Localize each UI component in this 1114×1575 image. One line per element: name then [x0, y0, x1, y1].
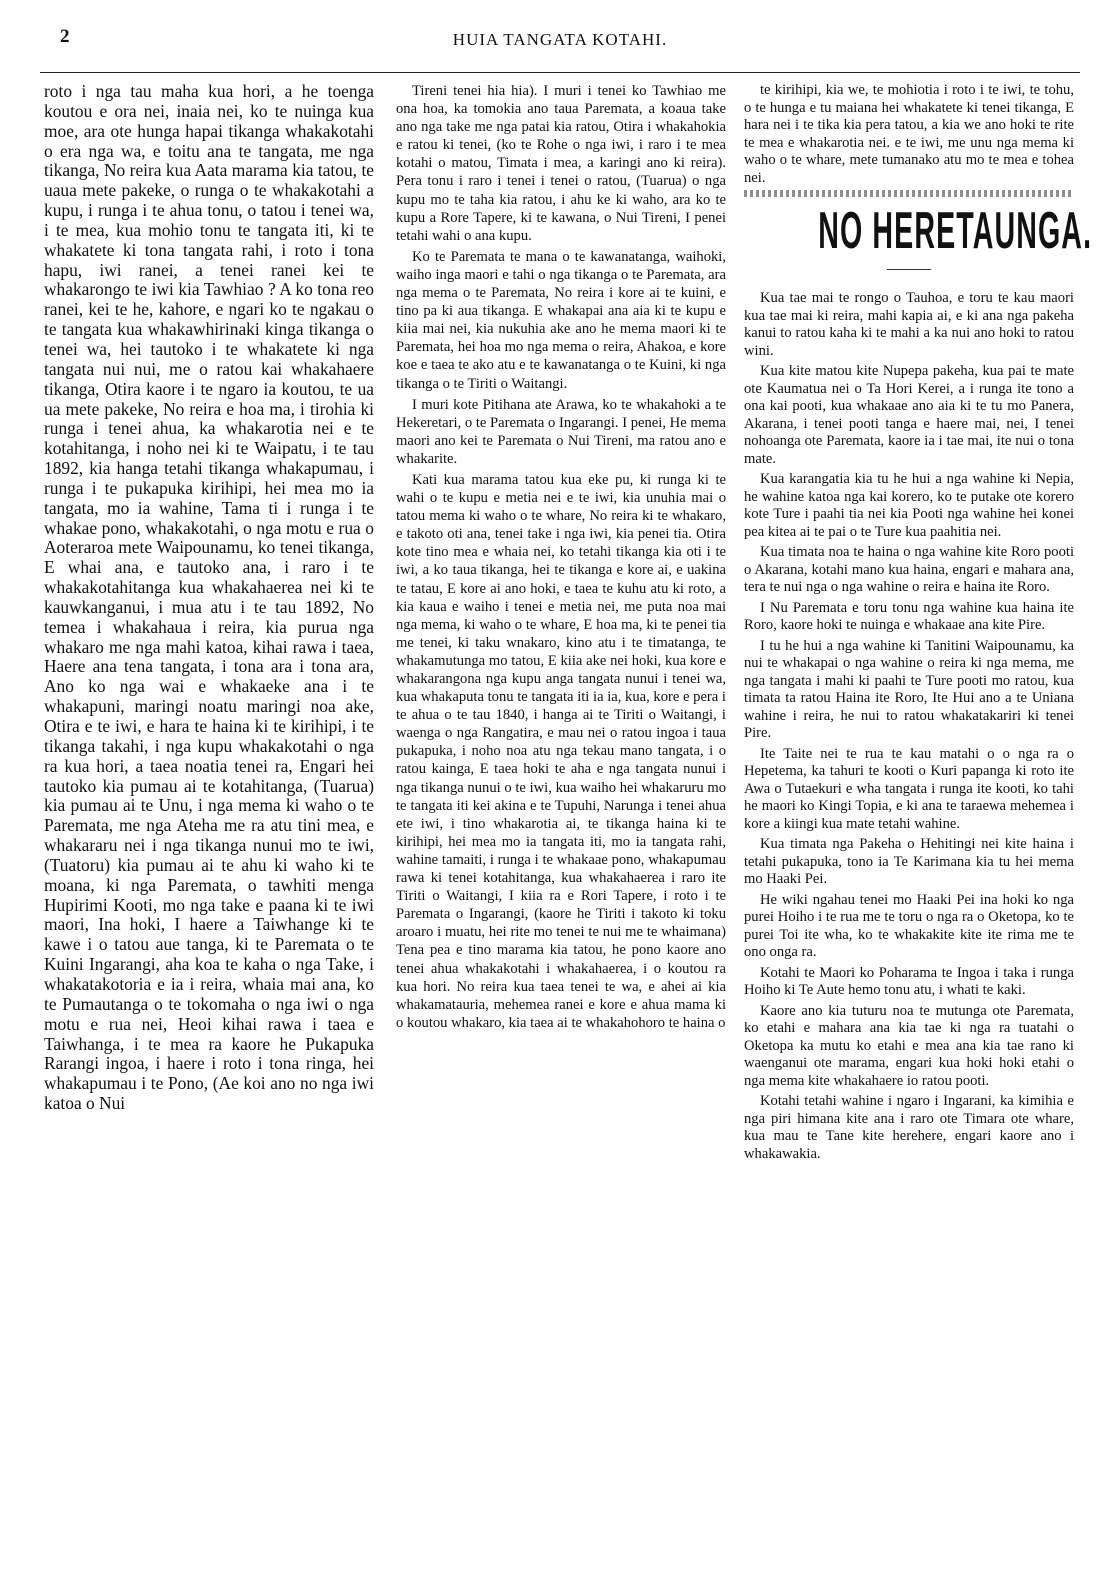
paragraph: Kati kua marama tatou kua eke pu, ki runga ki te wahi o te kupu e metia nei e te iwi, kia unuhia mai o tatou mema ki waho o te whare, No reira ki te whakaro, e takoto oti ana, tenei take i nga iwi, kia penei tia. Otira kote tino mea e whaia nei, ko tetahi tikanga kia oti i te iwi, a ko taua tikanga, hei te tikanga e kore ai, e uakina te tatau, E kore ai ano hoki, e taea te kuhu atu ki roto, a kia kaua e waiho i tenei e metia nei, me puta noa mai nga mema, ki waho o te whare, E hoa ma, ki te penei tia me tenei, ki taku wnakaro, kino atu i te timatanga, te whakamutunga mo tatou, E kiia ake nei hoki, kua kore e whakarangona nga kupu anga tangata nunui i tenei wa, kua whakaputa tonu te tangata iti ia ia, kua, kore e pera i te ahua o te tau 1840, i hanga ai te Tiriti o Waitangi, i waenga o nga Rangatira, e mau nei o ratou ingoa i taua pukapuka, i noho noa atu nga tekau mano tangata, i o ratou kainga, E taea hoki te aha e nga tangata nunui i nga tikanga nunui o te iwi, kua waiho hei whakaruru mo te tangata iti kei akina e te Tupuhi, Narunga i tenei ahua ete iwi, i tino whakarotia ai, te tikanga haina ki te kirihipi, hei mea mo ia tangata iti, mo ia tangata rahi, wahine tamaiti, i runga i te whakaae pono, whakapumau rawa ki tenei kotahitanga, kua whakahaerea i raro ite Tiriti o Waitangi, I kiia ra e Rori Tapere, i roto i te Paremata o Ingarangi, (kaore he Tiriti i takoto ki toku aroaro i muatu, hei rite mo tenei te nui me te whaimana) Tena pea e tino marama kia tatou, he pono kaore ano tenei ahua whakakotahi i whakahaerea, i o koutou ra kua hori. No reira kua taea tenei te wa, e ahei ai kia whakamatauria, mehemea ranei e kore e ahua mama ki o koutou whakaro, kia taea ai te whakahohoro te haina o	[396, 471, 726, 1031]
section-headline: NO HERETAUNGA.	[818, 202, 1093, 260]
paragraph: He wiki ngahau tenei mo Haaki Pei ina hoki ko nga purei Hoiho i te rua me te toru o nga ra o Oketopa, ko te purei Toi ite wha, ko te whakakite kite ite rima me te ono onga ra.	[744, 891, 1074, 960]
paragraph: te kirihipi, kia we, te mohiotia i roto i te iwi, te tohu, o te hunga e tu maiana hei whakatete ki tenei tikanga, E hara nei i te tika kia pera tatou, a kia we ano hoki te rite te mea e whakarotia nei. e te iwi, me unu nga mema ki waho o te whare, mete tumanako atu mo te mea e tohea nei.	[744, 82, 1074, 186]
paragraph: Kua kite matou kite Nupepa pakeha, kua pai te mate ote Kaumatua nei o Ta Hori Kerei, a i runga ite tono a ona kai pooti, kua whakaae ano aia ki te tu mo Panera, Akarana, i tenei pooti tanga e haere mai, nei, I tenei nohoanga ote Paremata, kaore ia i tae mai, ite nui o tona mate.	[744, 363, 1074, 467]
paragraph: Kua timata noa te haina o nga wahine kite Roro pooti o Akarana, kotahi mano kua haina, engari e mahara ana, tera te nui nga o nga wahine o reira e haina ite Roro.	[744, 544, 1074, 595]
paragraph: Kaore ano kia tuturu noa te mutunga ote Paremata, ko etahi e mahara ana kia tae ki nga ra tuatahi o Oketopa ka mutu ko etahi e mea ana kia tae rano ki waenganui ote marama, engari kua hoki hoki etahi o nga mema kite whakahaere io ratou pooti.	[744, 1002, 1074, 1089]
column-3	[744, 82, 1093, 1166]
section-divider	[744, 190, 1074, 197]
running-title: HUIA TANGATA KOTAHI.	[452, 30, 668, 49]
paragraph: Kua tae mai te rongo o Tauhoa, e toru te kau maori kua tae mai ki reira, mahi kapia ai, e ki ana nga pakeha kanui to ratou kaha ki te mahi a ka nui ano hoki to ratou wini.	[744, 290, 1074, 359]
paragraph: I muri kote Pitihana ate Arawa, ko te whakahoki a te Hekeretari, o te Paremata o Ingarangi. I penei, He mema maori ano kei te Paremata o Nui Tireni, ma ratou ano e whakarite.	[396, 396, 726, 467]
page-number: 2	[60, 26, 70, 47]
paragraph: I tu he hui a nga wahine ki Tanitini Waipounamu, ka nui te whakapai o nga wahine o reira ki nga mema, me nga tangata i mahi ki paahi te Ture pooti mo ratou, kua timata ta ratou Haina ite Roro, Ite Hui ano a te Uniana wahine i reira, he nui to ratou whakatakariri ki tenei Pire.	[744, 637, 1074, 741]
paragraph: Kotahi tetahi wahine i ngaro i Ingarani, ka kimihia e nga piri himana kite ana i raro ote Timara ote whare, kua mau te Tane kite herehere, engari kaore ano i whakawakia.	[744, 1093, 1074, 1162]
paragraph: Kotahi te Maori ko Poharama te Ingoa i taka i runga Hoiho ki Te Aute hemo tonu atu, i whati te kaki.	[744, 964, 1074, 998]
page-header	[40, 22, 1080, 58]
paragraph: Tireni tenei hia hia). I muri i tenei ko Tawhiao me ona hoa, ka tomokia ano taua Paremata, a koaua take ano nga take me nga patai kia ratou, Otira i whakahokia e ratou ki tenei, (ko te Rohe o nga iwi, i raro i te mea kotahi o matou, Timata i mea, a karingi ano ki reira). Pera tonu i raro i tenei i tenei o ratou, (Tuarua) o nga kupu mo te taha kia ratou, i ahu ke ki waho, ara ko te kupu a Rore Tapere, ki te kawana, o Nui Tireni, I penei tetahi wahi o ana kupu.	[396, 83, 726, 244]
paragraph: roto i nga tau maha kua hori, a he toenga koutou e ora nei, inaia nei, ko te nuinga kua moe, ara ote hunga hapai tikanga whakakotahi o era nga wa, e toitu ana te tangata, me nga tikanga, No reira kua Aata marama kia tatou, te uaua mete pakeke, o runga o te whakakotahi a kupu, i runga i te ahua tonu, o tatou i tenei wa, i te mea, kua mohio tonu te tangata iti, ki te whakatete ki tona tangata rahi, i roto i tona hapu, iwi ranei, a tenei ranei kei te whakarongo te iwi kia Tawhiao ? A ko tona reo ranei, kei te he, kahore, e ngari ko te ngakau o te tangata kua whakawhirinaki kinga tikanga o tenei wa, hei tautoko i te whakatete ki nga tangata nui nui, me o ratou kai whakahaere tikanga, Otira kaore i te ngaro ia koutou, te ua ua mete pakeke, No reira e hoa ma, i tirohia ki runga i tenei ahua, ka whakarotia nei e te kotahitanga, i noho nei ki te Waipatu, i te tau 1892, kia hanga tetahi tikanga whakapumau, i runga i te pukapuka kirihipi, hei mea mo ia tangata, mo ia wahine, Tama ti i runga i te whakae pono, whakakotahi, o nga motu e rua o Aoteraroa mete Waipounamu, ko tenei tikanga, E whai ana, e tautoko ana, i raro i te whakakotahitanga kua whakahaerea nei ki te kauwkanganui, i mua atu i te tau 1892, No temea i whakahaua i reira, kia purua nga whakaro me nga mahi katoa, kihai rawa i taea, Haere ana tena tangata, i tona ara i tona ara, Ano ko nga wai e whakaeke ana i te whakapuni, maringi noatu maringi noa ake, Otira e te iwi, e hara te haina ki te kirihipi, i te tikanga takahi, i nga kupu whakakotahi o nga ra kua hori, a taea noatia tenei ra, Engari hei tautoko kia pumau ai te kotahitanga, (Tuarua) kia pumau ai te Unu, i nga mema ki waho o te Paremata, me nga Ateha me ra atu tini mea, e whakararu nei i nga tikanga nunui mo te iwi, (Tuatoru) kia pumau ai te ahu ki waho ki te moana, ki nga Paremata, o tawhiti menga Hupirimi Kooti, mo nga take e paana ki te iwi maori, Ina hoki, I haere a Taiwhange ki te kawe i o tatou aue tanga, ki te Paremata o te Kuini Ingarangi, aha koa te kaha o nga Take, i whakatakotoria e ia i reira, whaia mai ana, ko te Pumautanga o te tokomaha o nga iwi o nga motu e rua nei, Heoi kihai rawa i taea e Taiwhanga, i te mea ra kaore he Pukapuka Rarangi ingoa, i haere i roto i tona ringa, hei whakapumau i te Pono, (Ae koi ano no nga iwi katoa o Nui	[44, 81, 374, 1114]
column-2	[396, 82, 726, 1035]
paragraph: I Nu Paremata e toru tonu nga wahine kua haina ite Roro, kaore hoki te nuinga e whakaae ana kite Pire.	[744, 599, 1074, 633]
paragraph: Ko te Paremata te mana o te kawanatanga, waihoki, waiho inga maori e tahi o nga tikanga o te Paremata, ara nga mema o te Paremata, No reira i kore ai te kuini, e tino pa ki aua tikanga. E whakapai ana aia ki te kupu e kiia mai nei, kia nukuhia ake ano he mema maori ki te Paremata, hei hoa mo nga mema o reira, Ahakoa, e kore koe e taea te ako atu e te kawanatanga o te Kuini, ki nga tikanga o te Tiriti o Waitangi.	[396, 248, 726, 392]
paragraph: Ite Taite nei te rua te kau matahi o o nga ra o Hepetema, ka tahuri te kooti o Kuri papanga ki roto ite Awa o Tutaekuri e wha tangata i runga ite kooti, ko tahi he maori ko Kingi Topia, e ki ana te taraewa mehemea i kore a kiingi kua mate tetahi wahine.	[744, 745, 1074, 832]
headline-rule	[887, 269, 931, 270]
header-rule	[40, 72, 1080, 73]
paragraph: Kua karangatia kia tu he hui a nga wahine ki Nepia, he wahine katoa nga kai korero, ko te putake ote korero kote Ture i paahi tia nei kia Pooti nga wahine hei konei pea kitea ai te pai o te Ture kua paahitia nei.	[744, 471, 1074, 540]
paragraph: Kua timata nga Pakeha o Hehitingi nei kite haina i tetahi pukapuka, tono ia Te Karimana kia tu hei mema mo Haaki Pei.	[744, 836, 1074, 887]
column-1	[44, 82, 374, 1117]
